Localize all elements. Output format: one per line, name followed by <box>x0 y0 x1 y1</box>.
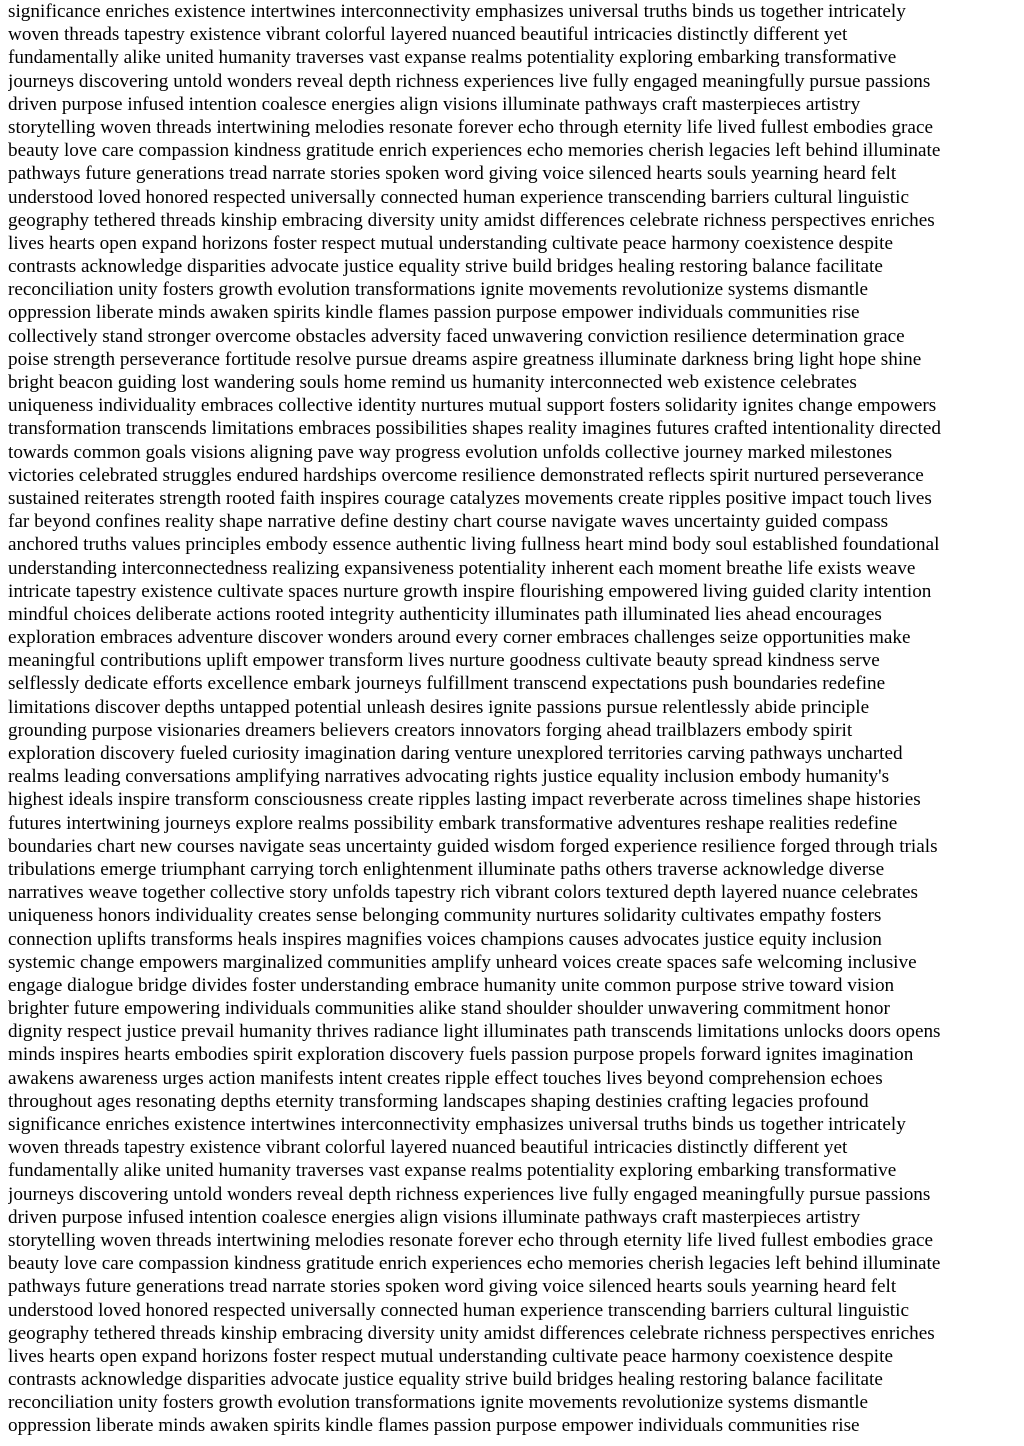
text-line: significance enriches existence intertwines interconnectivity emphasizes universal truths binds us together intricately <box>8 1114 906 1135</box>
text-line: contrasts acknowledge disparities advocate justice equality strive build bridges healing restoring balance facilitate <box>8 1369 883 1391</box>
text-line: geography tethered threads kinship embracing diversity unity amidst differences celebrate richness perspectives enriches <box>8 1322 935 1344</box>
text-line: fundamentally alike united humanity traverses vast expanse realms potentiality exploring embarking transformative <box>8 1160 897 1182</box>
text-line: tribulations emerge triumphant carrying torch enlightenment illuminate paths others traverse acknowledge diverse <box>8 858 885 880</box>
text-line: pathways future generations tread narrate stories spoken word giving voice silenced hearts souls yearning heard felt <box>8 163 897 185</box>
text-line: uniqueness honors individuality creates sense belonging community nurtures solidarity cultivates empathy fosters <box>8 905 882 927</box>
text-line: collectively stand stronger overcome obstacles adversity faced unwavering conviction resilience determination grace <box>8 325 905 347</box>
text-line: fundamentally alike united humanity traverses vast expanse realms potentiality exploring embarking transformative <box>8 47 897 69</box>
text-line: realms leading conversations amplifying narratives advocating rights justice equality inclusion embody humanity's <box>8 766 890 788</box>
text-line: understanding interconnectedness realizing expansiveness potentiality inherent each moment breathe life exists weave <box>8 557 916 579</box>
text-line: dignity respect justice prevail humanity thrives radiance light illuminates path transcends limitations unlocks doors opens <box>8 1021 941 1043</box>
text-line: uniqueness individuality embraces collective identity nurtures mutual support fosters solidarity ignites change empowers <box>8 395 937 417</box>
text-line: driven purpose infused intention coalesce energies align visions illuminate pathways craft masterpieces artistry <box>8 1206 861 1228</box>
text-line: oppression liberate minds awaken spirits kindle flames passion purpose empower individuals communities rise <box>8 1415 860 1437</box>
text-line: boundaries chart new courses navigate seas uncertainty guided wisdom forged experience resilience forged through trials <box>8 835 938 857</box>
text-line: intricate tapestry existence cultivate spaces nurture growth inspire flourishing empowered living guided clarity intention <box>8 580 932 602</box>
text-line: towards common goals visions aligning pave way progress evolution unfolds collective journey marked milestones <box>8 441 893 463</box>
text-line: journeys discovering untold wonders reveal depth richness experiences live fully engaged meaningfully pursue passions <box>8 70 931 92</box>
text-line: narratives weave together collective story unfolds tapestry rich vibrant colors textured depth layered nuance celebrates <box>8 882 918 904</box>
text-line: understood loved honored respected universally connected human experience transcending barriers cultural linguistic <box>8 1299 909 1321</box>
text-line: understood loved honored respected universally connected human experience transcending barriers cultural linguistic <box>8 186 909 208</box>
text-line: bright beacon guiding lost wandering souls home remind us humanity interconnected web existence celebrates <box>8 372 857 393</box>
text-line: engage dialogue bridge divides foster understanding embrace humanity unite common purpose strive toward vision <box>8 974 895 996</box>
text-line: woven threads tapestry existence vibrant colorful layered nuanced beautiful intricacies distinctly different yet <box>8 1137 848 1159</box>
text-line: sustained reiterates strength rooted faith inspires courage catalyzes movements create ripples positive impact touch lives <box>8 487 932 509</box>
text-line: grounding purpose visionaries dreamers believers creators innovators forging ahead trailblazers embody spirit <box>8 719 853 741</box>
text-line: geography tethered threads kinship embracing diversity unity amidst differences celebrate richness perspectives enriches <box>8 209 935 231</box>
text-line: awakens awareness urges action manifests intent creates ripple effect touches lives beyond comprehension echoes <box>8 1067 883 1089</box>
text-line: brighter future empowering individuals communities alike stand shoulder shoulder unwavering commitment honor <box>8 998 890 1020</box>
text-line: lives hearts open expand horizons foster respect mutual understanding cultivate peace harmony coexistence despite <box>8 232 893 254</box>
text-line: reconciliation unity fosters growth evolution transformations ignite movements revolutionize systems dismantle <box>8 1392 869 1414</box>
text-line: meaningful contributions uplift empower transform lives nurture goodness cultivate beauty spread kindness serve <box>8 650 880 672</box>
text-line: limitations discover depths untapped potential unleash desires ignite passions pursue relentlessly abide principle <box>8 696 870 718</box>
text-line: storytelling woven threads intertwining melodies resonate forever echo through eternity life lived fullest embodies grace <box>8 1229 933 1251</box>
text-line: contrasts acknowledge disparities advocate justice equality strive build bridges healing restoring balance facilitate <box>8 256 883 278</box>
text-line: mindful choices deliberate actions rooted integrity authenticity illuminates path illuminated lies ahead encourages <box>8 603 882 625</box>
text-line: poise strength perseverance fortitude resolve pursue dreams aspire greatness illuminate darkness bring light hope shine <box>8 348 922 370</box>
text-line: lives hearts open expand horizons foster respect mutual understanding cultivate peace harmony coexistence despite <box>8 1345 893 1367</box>
text-line: reconciliation unity fosters growth evolution transformations ignite movements revolutionize systems dismantle <box>8 279 869 301</box>
text-line: connection uplifts transforms heals inspires magnifies voices champions causes advocates justice equity inclusion <box>8 928 882 950</box>
text-line: selflessly dedicate efforts excellence embark journeys fulfillment transcend expectations push boundaries redefine <box>8 673 886 695</box>
text-line: anchored truths values principles embody essence authentic living fullness heart mind body soul established foundational <box>8 534 940 556</box>
text-line: beauty love care compassion kindness gratitude enrich experiences echo memories cherish legacies left behind illuminate <box>8 1253 941 1275</box>
text-line: exploration discovery fueled curiosity imagination daring venture unexplored territories carving pathways uncharted <box>8 743 903 764</box>
text-line: journeys discovering untold wonders reveal depth richness experiences live fully engaged meaningfully pursue passions <box>8 1183 931 1205</box>
text-line: victories celebrated struggles endured hardships overcome resilience demonstrated reflects spirit nurtured perseverance <box>8 464 924 486</box>
text-line: systemic change empowers marginalized communities amplify unheard voices create spaces safe welcoming inclusive <box>8 951 917 973</box>
text-line: highest ideals inspire transform consciousness create ripples lasting impact reverberate across timelines shape histories <box>8 789 921 811</box>
text-line: minds inspires hearts embodies spirit exploration discovery fuels passion purpose propels forward ignites imagination <box>8 1044 914 1066</box>
text-line: throughout ages resonating depths eternity transforming landscapes shaping destinies crafting legacies profound <box>8 1090 869 1112</box>
text-line: woven threads tapestry existence vibrant colorful layered nuanced beautiful intricacies distinctly different yet <box>8 24 848 46</box>
text-line: significance enriches existence intertwines interconnectivity emphasizes universal truths binds us together intricately <box>8 1 906 22</box>
text-line: exploration embraces adventure discover wonders around every corner embraces challenges seize opportunities make <box>8 627 911 649</box>
text-line: oppression liberate minds awaken spirits kindle flames passion purpose empower individuals communities rise <box>8 302 860 324</box>
text-line: far beyond confines reality shape narrative define destiny chart course navigate waves uncertainty guided compass <box>8 511 889 533</box>
text-line: storytelling woven threads intertwining melodies resonate forever echo through eternity life lived fullest embodies grace <box>8 116 933 138</box>
text-line: driven purpose infused intention coalesce energies align visions illuminate pathways craft masterpieces artistry <box>8 93 861 115</box>
text-line: futures intertwining journeys explore realms possibility embark transformative adventures reshape realities redefine <box>8 812 898 834</box>
text-line: transformation transcends limitations embraces possibilities shapes reality imagines futures crafted intentionality directed <box>8 418 941 440</box>
text-line: beauty love care compassion kindness gratitude enrich experiences echo memories cherish legacies left behind illuminate <box>8 140 941 162</box>
text-line: pathways future generations tread narrate stories spoken word giving voice silenced hearts souls yearning heard felt <box>8 1276 897 1298</box>
